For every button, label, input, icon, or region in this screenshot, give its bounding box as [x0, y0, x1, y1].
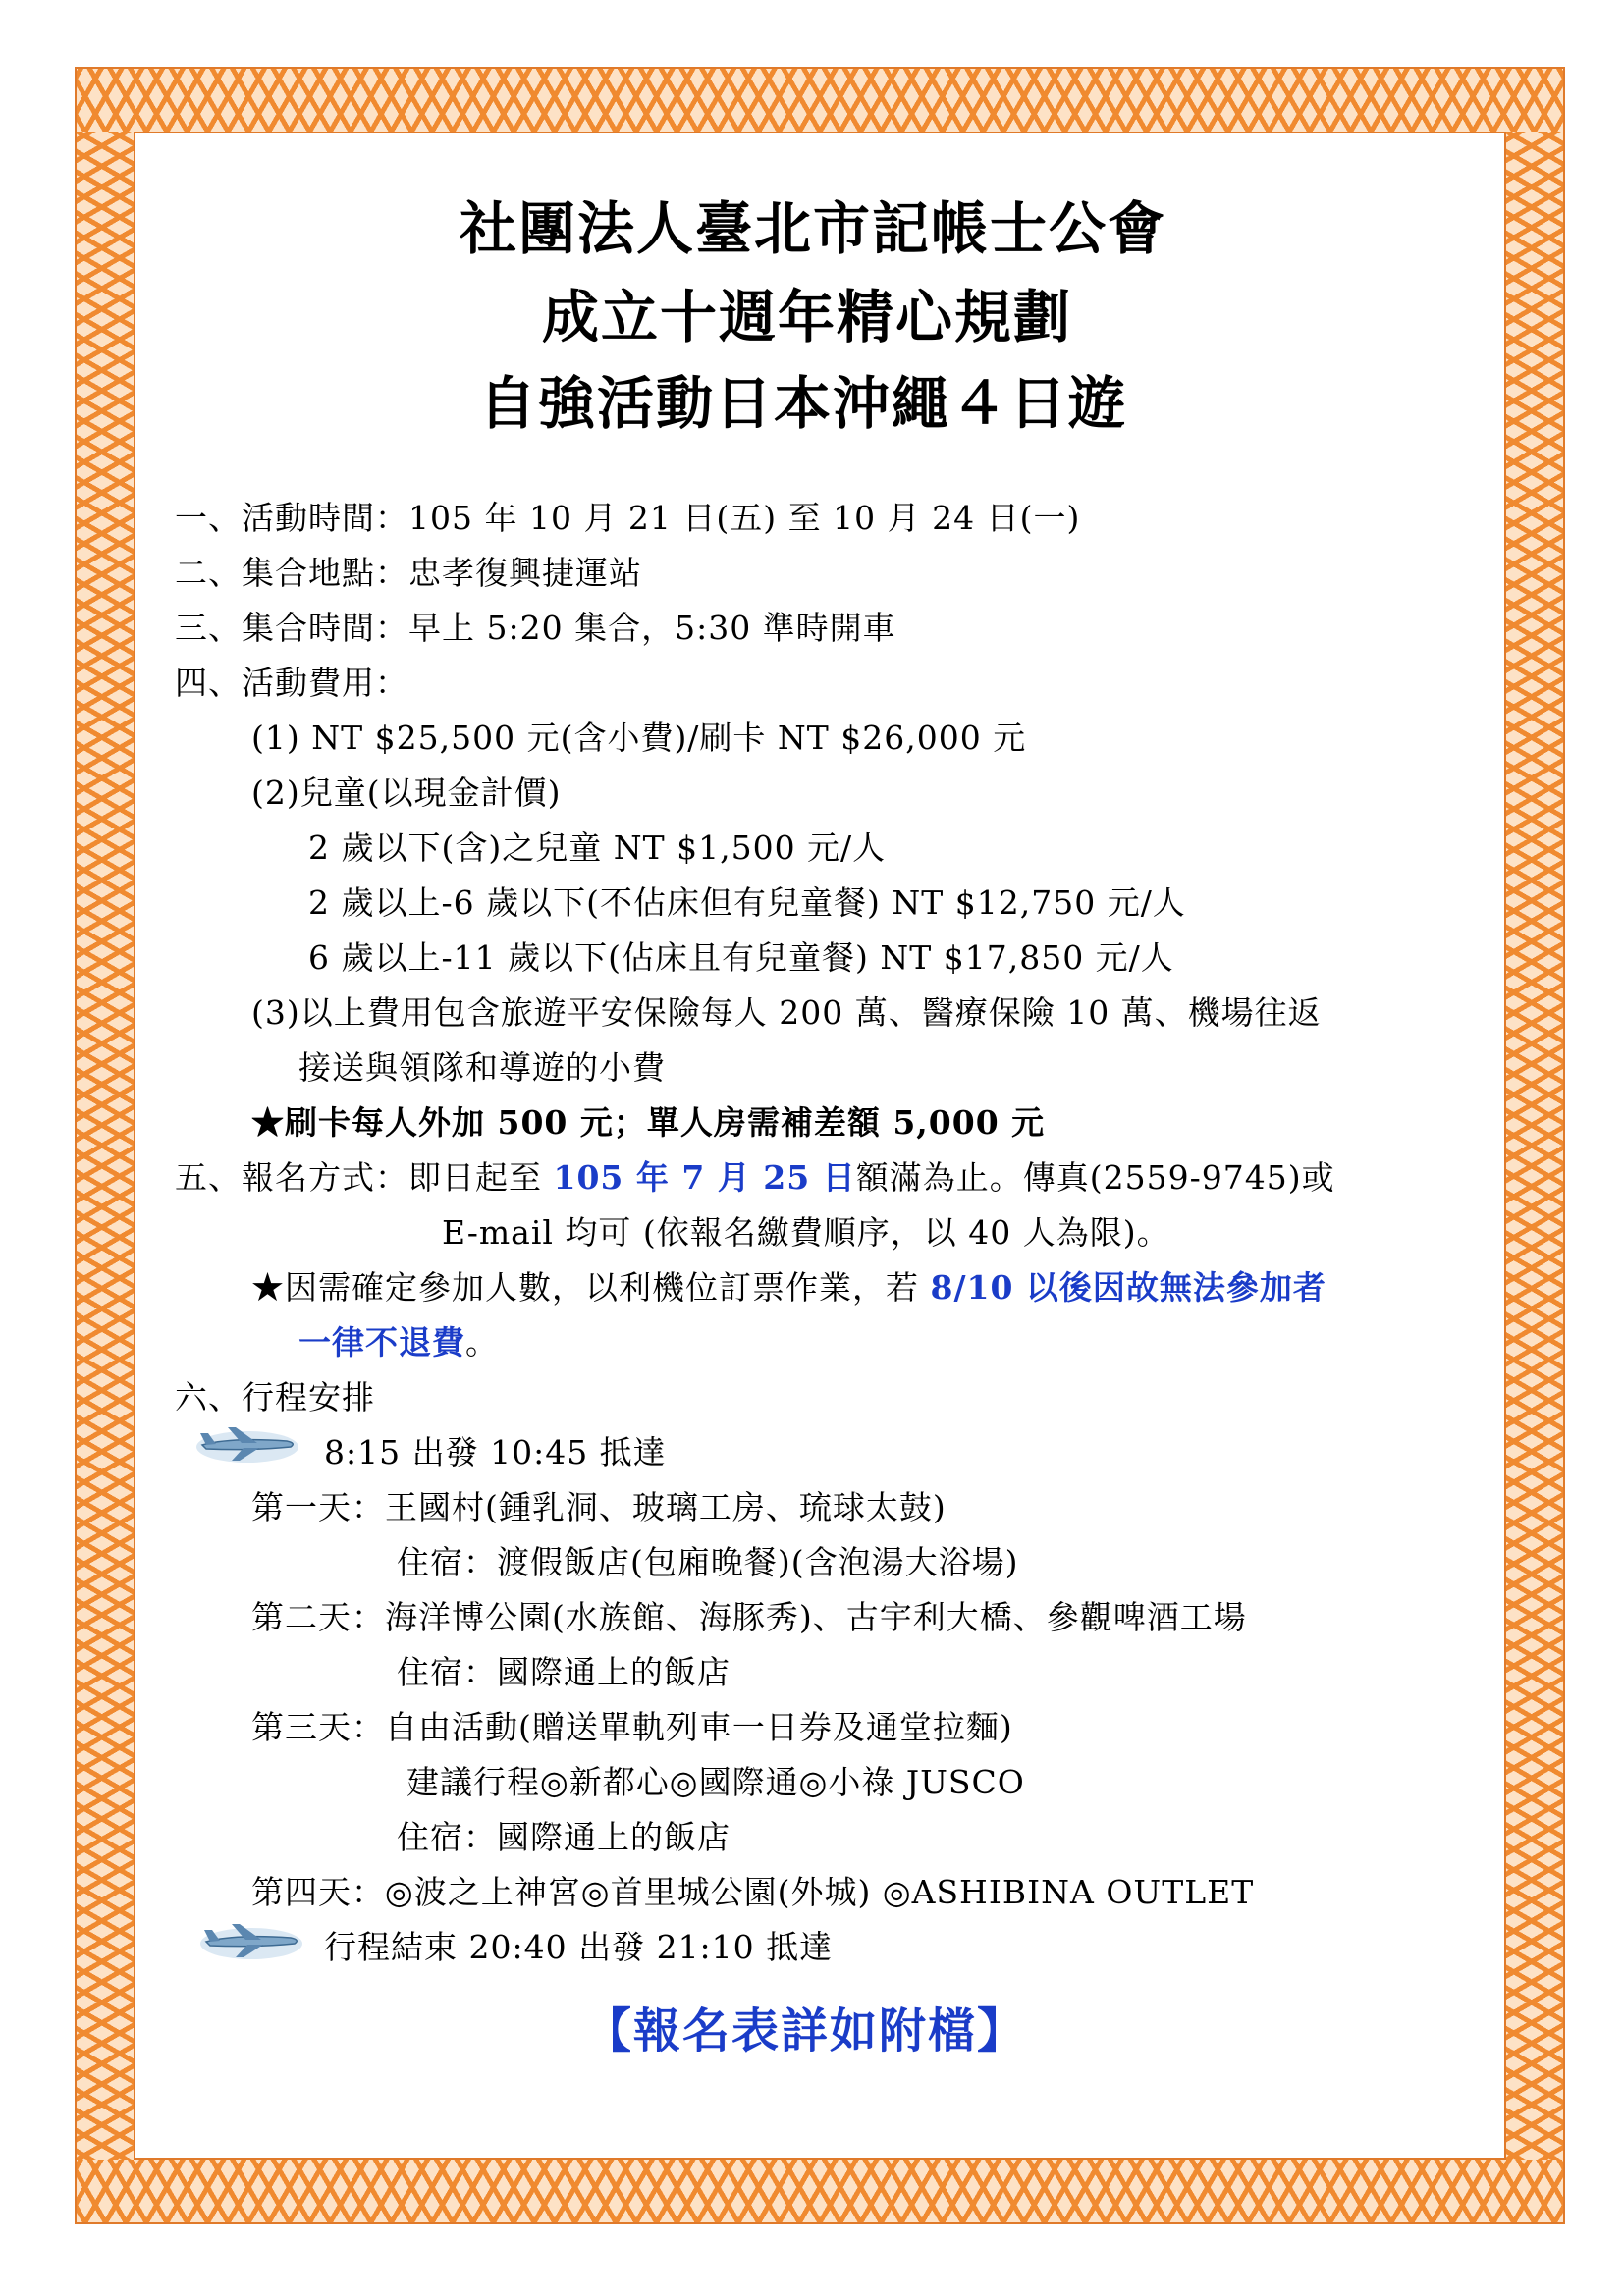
registration-form-note: 【報名表詳如附檔】 [584, 2003, 1027, 2058]
fee-child-heading: (2)兒童(以現金計價) [251, 774, 562, 812]
border-pattern-right [1506, 132, 1563, 2160]
day-1-lodging: 住宿：渡假飯店(包廂晚餐)(含泡湯大浴場) [397, 1543, 1019, 1581]
refund-note-cont [298, 1317, 499, 1363]
outbound-flight: 8:15 出發 10:45 抵達 [324, 1433, 667, 1471]
day-1: 第一天：王國村(鍾乳洞、玻璃工房、琉球太鼓) [251, 1488, 947, 1526]
return-flight: 行程結束 20:40 出發 21:10 抵達 [324, 1928, 834, 1966]
period: 。 [465, 1323, 499, 1362]
day-3: 第三天：自由活動(贈送單軌列車一日券及通堂拉麵) [251, 1708, 1013, 1746]
day-3-suggested: 建議行程◎新都心◎國際通◎小祿 JUSCO [406, 1763, 1025, 1801]
border-pattern-left [77, 132, 134, 2160]
fee-adult: (1) NT $25,500 元(含小費)/刷卡 NT $26,000 元 [251, 719, 1027, 757]
no-refund: 一律不退費 [298, 1323, 465, 1362]
registration-text-1: 五、報名方式：即日起至 [175, 1158, 554, 1197]
border-pattern-top [77, 69, 1563, 132]
airplane-icon [196, 1914, 306, 1963]
fee-includes-cont: 接送與領隊和導遊的小費 [298, 1048, 666, 1087]
title-line-2: 成立十週年精心規劃 [542, 284, 1073, 350]
activity-time: 一、活動時間：105 年 10 月 21 日(五) 至 10 月 24 日(一) [175, 499, 1081, 537]
refund-text: ★因需確定參加人數，以利機位訂票作業，若 [251, 1268, 931, 1307]
card-surcharge-note: ★刷卡每人外加 500 元；單人房需補差額 5,000 元 [251, 1103, 1046, 1142]
fee-child-6-11: 6 歲以上-11 歲以下(佔床且有兒童餐) NT $17,850 元/人 [308, 938, 1174, 977]
registration-deadline: 105 年 7 月 25 日 [553, 1158, 856, 1197]
day-2-lodging: 住宿：國際通上的飯店 [397, 1653, 731, 1691]
airplane-icon [192, 1417, 302, 1467]
day-2: 第二天：海洋博公園(水族館、海豚秀)、古宇利大橋、參觀啤酒工場 [251, 1598, 1247, 1636]
border-pattern-bottom [77, 2160, 1563, 2222]
refund-note [251, 1262, 1326, 1308]
title-line-1: 社團法人臺北市記帳士公會 [460, 195, 1167, 262]
meeting-place: 二、集合地點：忠孝復興捷運站 [175, 554, 642, 592]
refund-date: 8/10 以後因故無法參加者 [930, 1268, 1326, 1307]
registration-text-2: 額滿為止。傳真(2559-9745)或 [855, 1158, 1335, 1197]
title-line-3: 自強活動日本沖繩４日遊 [479, 370, 1128, 437]
fee-child-under-2: 2 歲以下(含)之兒童 NT $1,500 元/人 [308, 828, 887, 867]
fee-heading: 四、活動費用： [175, 664, 408, 702]
fee-includes: (3)以上費用包含旅遊平安保險每人 200 萬、醫療保險 10 萬、機場往返 [251, 993, 1322, 1032]
day-3-lodging: 住宿：國際通上的飯店 [397, 1818, 731, 1856]
itinerary-heading: 六、行程安排 [175, 1378, 375, 1416]
registration-method [175, 1152, 1335, 1199]
fee-child-2-6: 2 歲以上-6 歲以下(不佔床但有兒童餐) NT $12,750 元/人 [308, 883, 1186, 922]
registration-email: E-mail 均可 (依報名繳費順序，以 40 人為限)。 [442, 1213, 1170, 1252]
day-4: 第四天：◎波之上神宮◎首里城公園(外城) ◎ASHIBINA OUTLET [251, 1873, 1255, 1911]
meeting-time: 三、集合時間：早上 5:20 集合，5:30 準時開車 [175, 609, 896, 647]
